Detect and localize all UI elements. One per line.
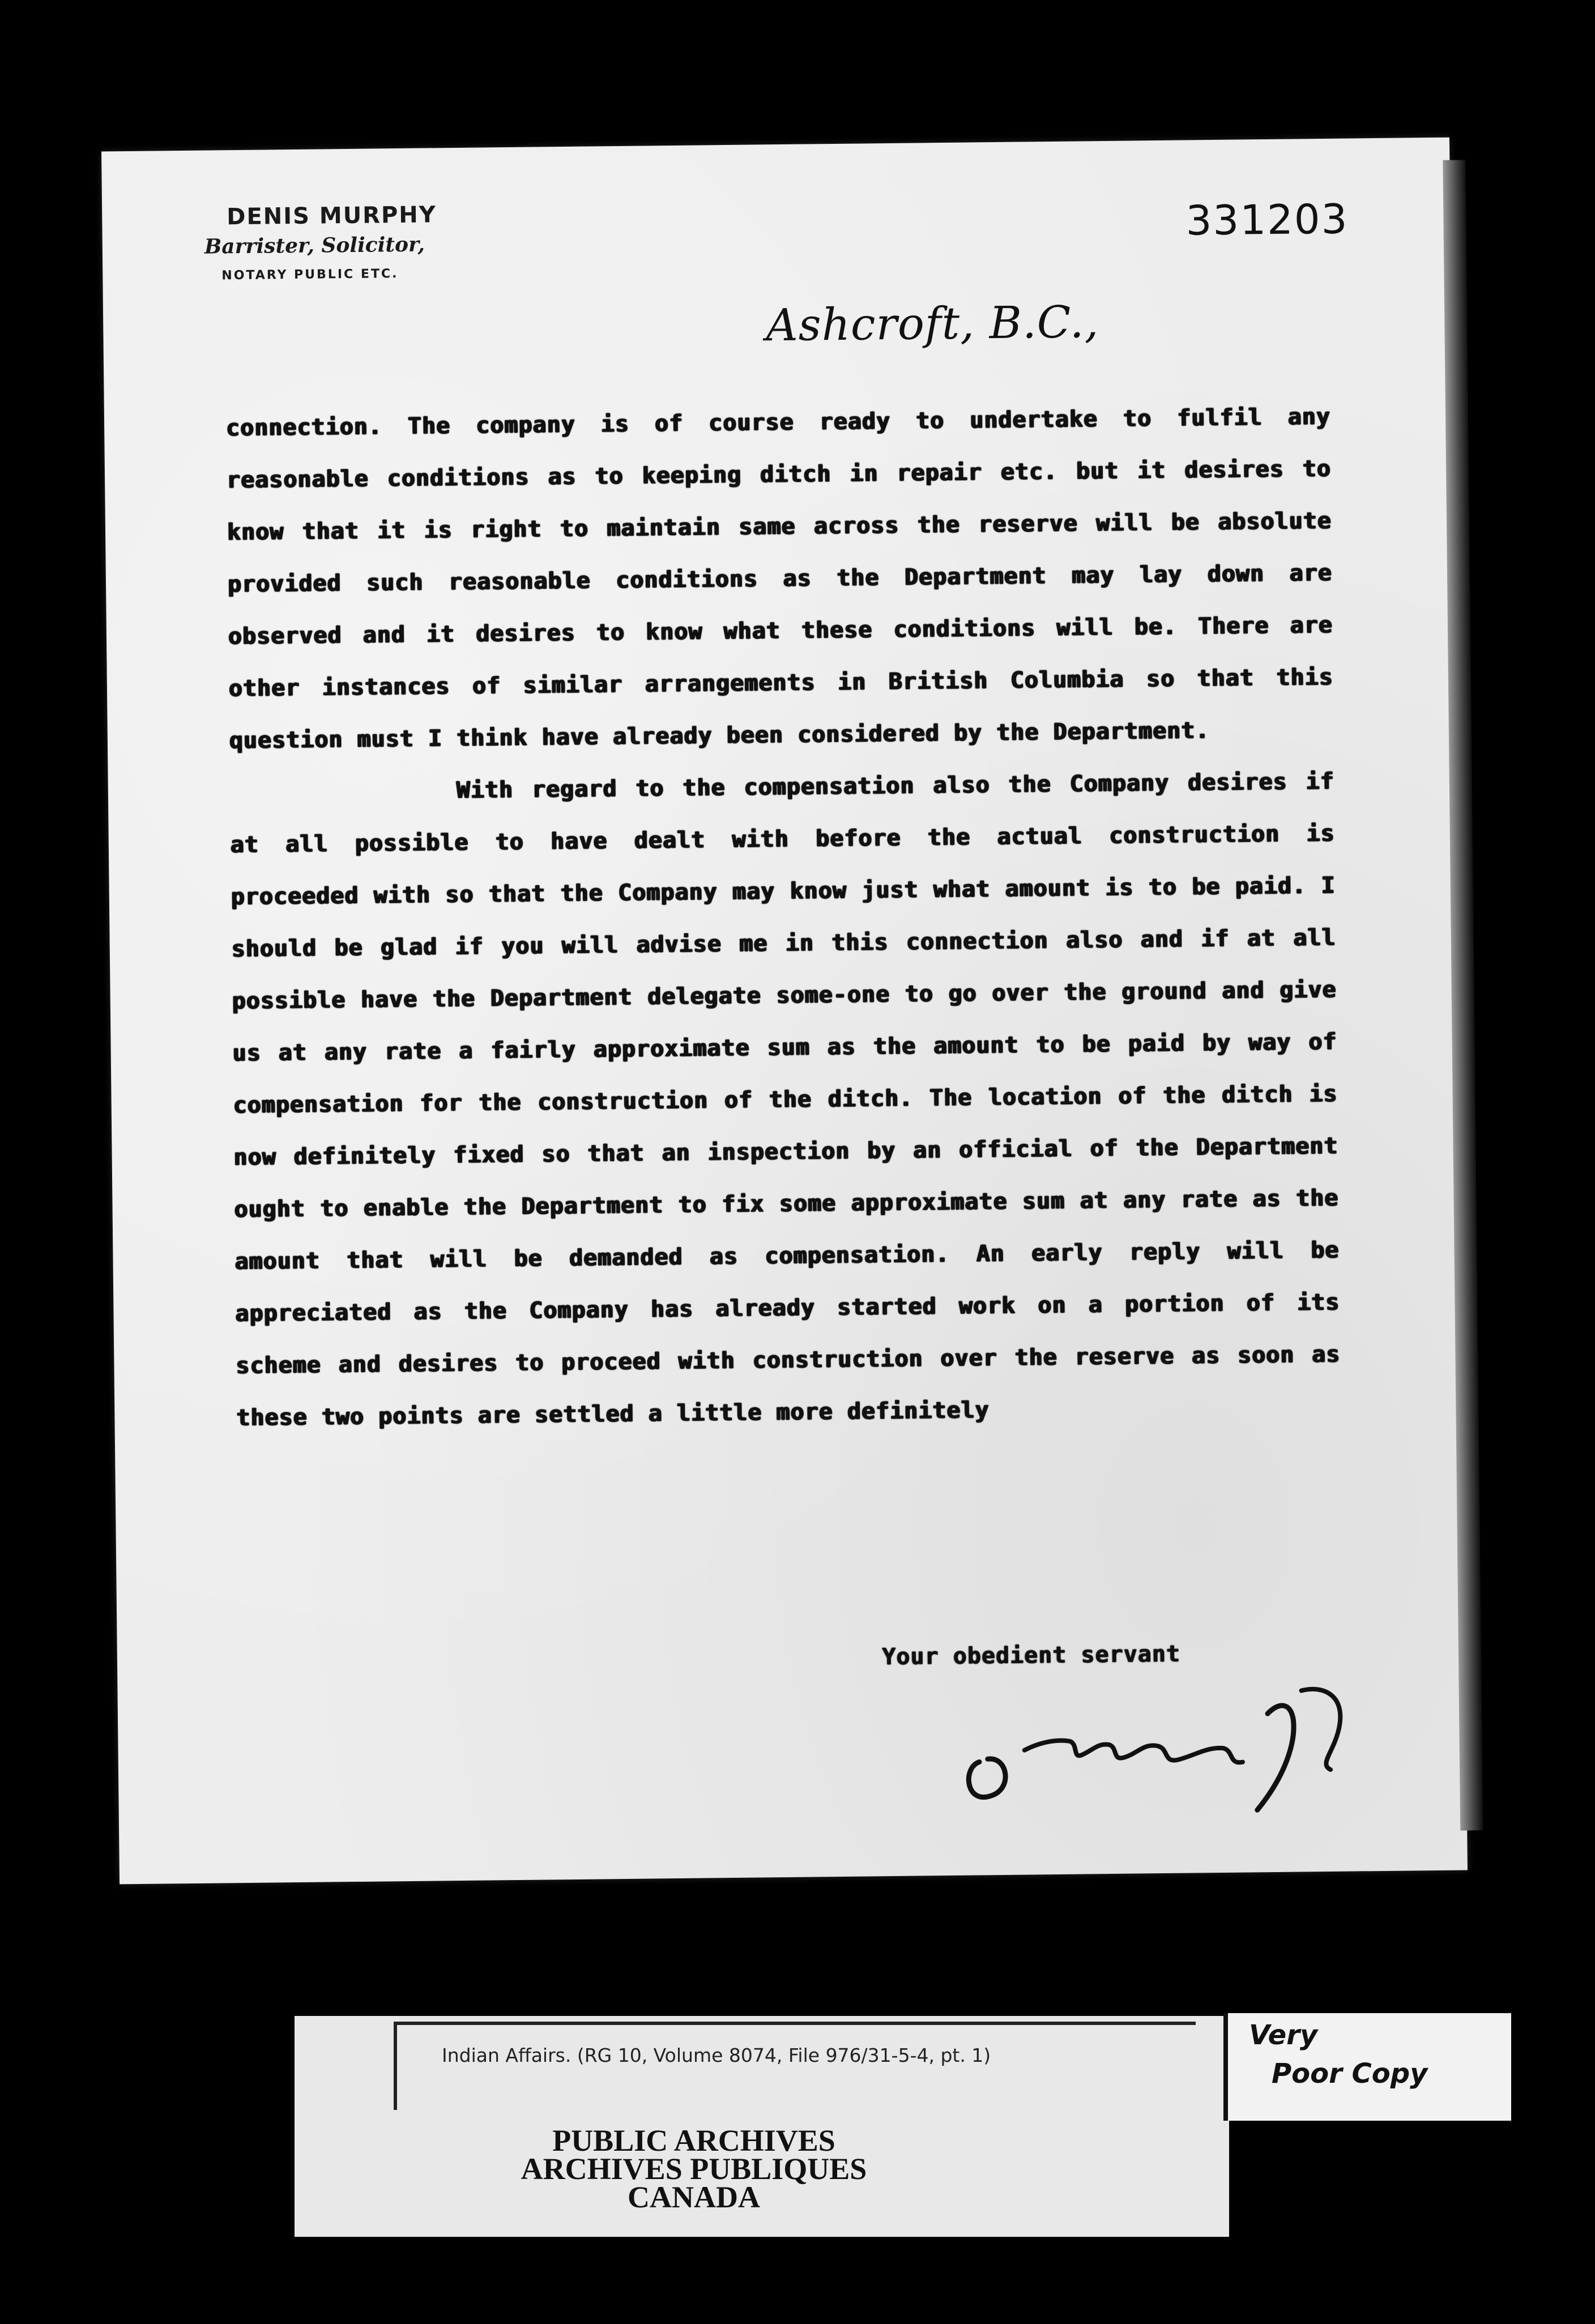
handwritten-note <box>1249 2016 1427 2093</box>
letterhead-title: Barrister, Solicitor, <box>204 232 425 259</box>
file-number-stamp: 331203 <box>1185 195 1349 245</box>
archive-label <box>295 2016 1229 2237</box>
letter-closing: Your obedient servant <box>881 1641 1180 1671</box>
handwritten-signature <box>939 1678 1382 1830</box>
letterhead-name: DENIS MURPHY <box>227 202 437 230</box>
handwritten-note-line-2: Poor Copy <box>1272 2058 1428 2090</box>
letter-body <box>226 391 1341 1444</box>
letter-page <box>101 138 1468 1885</box>
archives-line-2: ARCHIVES PUBLIQUES <box>521 2152 867 2186</box>
body-paragraph-2: With regard to the compensation also the Company desires if at all possible to have dealt with before the actual construction is proceeded with so that the Company may know just what amount is to be paid. I should be glad if you will advise me in this connection also and if at all possible have the Department delegate some-one to go over the ground and give us at any rate a fairly approximate sum as the amount to be paid by way of compensation for the construction of the ditch. The location of the ditch is now definitely fixed so that an inspection by an official of the Department ought to enable the Department to fix some approximate sum at any rate as the amount that will be demanded as compensation. An early reply will be appreciated as the Company has already started work on a portion of its scheme and desires to proceed with construction over the reserve as soon as these two points are settled a little more definitely <box>230 768 1341 1432</box>
letterhead <box>204 202 437 283</box>
letter-place: Ashcroft, B.C., <box>765 297 1099 352</box>
label-reference: Indian Affairs. (RG 10, Volume 8074, File 976/31-5-4, pt. 1) <box>442 2044 991 2066</box>
archives-stamp <box>295 2124 1229 2214</box>
letterhead-notary: NOTARY PUBLIC ETC. <box>221 267 399 283</box>
archives-line-3: CANADA <box>628 2180 760 2214</box>
handwritten-note-line-1: Very <box>1249 2019 1318 2051</box>
body-paragraph-1: connection. The company is of course ready to undertake to fulfil any reasonable conditions as to keeping ditch in repair etc. but it desires to know that it is right to maintain same across the reserve will be absolute provided such reasonable conditions as the Department may lay down are observed and it desires to know what these conditions will be. There are other instances of similar arrangements in British Columbia so that this question must I think have already been considered by the Department. <box>225 403 1334 754</box>
page-edge <box>1443 160 1483 1830</box>
archives-line-1: PUBLIC ARCHIVES <box>552 2124 835 2158</box>
